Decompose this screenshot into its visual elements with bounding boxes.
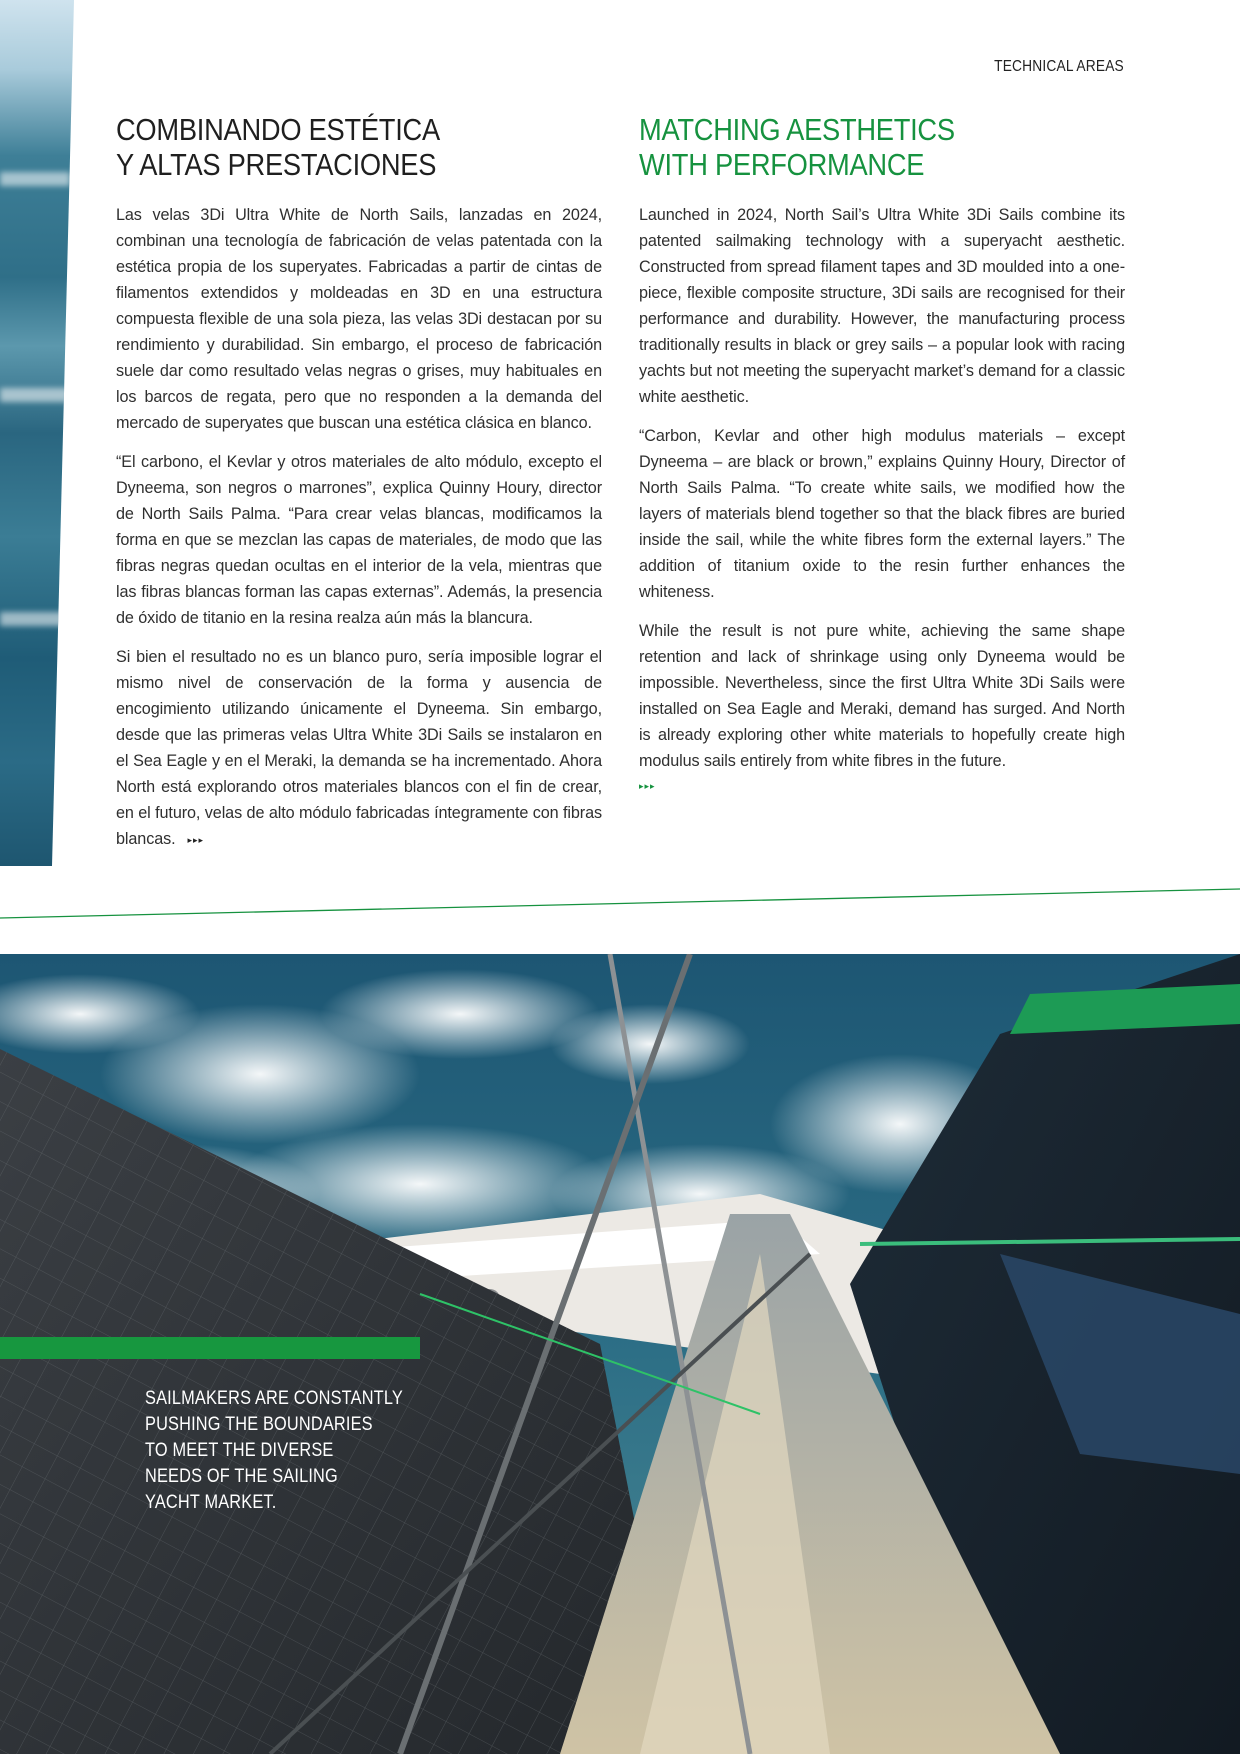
title-line: MATCHING AESTHETICS (639, 112, 955, 147)
paragraph: “El carbono, el Kevlar y otros materiales de alto módulo, excepto el Dyneema, son negros o marrones”, explica Quinny Houry, director de North Sails Palma. “Para crear velas blancas, modificamos la forma en que se mezclan las capas de materiales, de modo que las fibras negras quedan ocultas en el interior de la vela, mientras que las fibras blancas forman las capas externas”. Además, la presencia de óxido de titanio en la resina realza aún más la blancura. (116, 453, 602, 627)
foam-streak (0, 172, 70, 186)
article-title-spanish (116, 112, 602, 182)
quote-line: TO MEET THE DIVERSE (145, 1440, 334, 1461)
paragraph: “Carbon, Kevlar and other high modulus materials – except Dyneema – are black or brown,” explains Quinny Houry, Director of North Sails Palma. “To create white sails, we modified how the layers of materials blend together so that the black fibres are buried inside the sail, while the white fibres form the external layers.” The addition of titanium oxide to the resin further enhances the whiteness. (639, 427, 1125, 601)
foam-streak (0, 612, 70, 626)
article-title-english (639, 112, 1125, 182)
article-column-english (639, 112, 1125, 792)
foam-streak (0, 388, 70, 402)
quote-line: YACHT MARKET. (145, 1492, 277, 1513)
paragraph: While the result is not pure white, achieving the same shape retention and lack of shrinkage using only Dyneema would be impossible. Nevertheless, since the first Ultra White 3Di Sails were installed on Sea Eagle and Meraki, demand has surged. And North is already exploring other white materials to hopefully create high modulus sails entirely from white fibres in the future. (639, 622, 1125, 770)
article-column-spanish (116, 112, 602, 866)
end-arrows-icon: ▸▸▸ (187, 834, 205, 845)
section-header: TECHNICAL AREAS (994, 58, 1124, 75)
paragraph-text: Si bien el resultado no es un blanco puro, sería imposible lograr el mismo nivel de conservación de la forma y ausencia de encogimiento utilizando únicamente el Dyneema. Sin embargo, desde que las primeras velas Ultra White 3Di Sails se instalaron en el Sea Eagle y en el Meraki, la demanda se ha incrementado. Ahora North está explorando otros materiales blancos con el fin de crear, en el futuro, velas de alto módulo fabricadas íntegramente con fibras blancas. (116, 648, 602, 848)
paragraph: Las velas 3Di Ultra White de North Sails, lanzadas en 2024, combinan una tecnología de fabricación de velas patentada con la estética propia de los superyates. Fabricadas a partir de cintas de filamentos extendidos y moldeadas en 3D en una estructura compuesta flexible de una sola pieza, las velas 3Di destacan por su rendimiento y durabilidad. Sin embargo, el proceso de fabricación suele dar como resultado velas negras o grises, muy habituales en los barcos de regata, pero que no responden a la demanda del mercado de superyates que buscan una estética clásica en blanco. (116, 206, 602, 432)
pull-quote (145, 1386, 420, 1516)
paragraph: Launched in 2024, North Sail’s Ultra White 3Di Sails combine its patented sailmaking technology with a superyacht aesthetic. Constructed from spread filament tapes and 3D moulded into a one-piece, flexible composite structure, 3Di sails are recognised for their performance and durability. However, the manufacturing process traditionally results in black or grey sails – a popular look with racing yachts but not meeting the superyacht market’s demand for a classic white aesthetic. (639, 206, 1125, 406)
quote-line: PUSHING THE BOUNDARIES (145, 1414, 373, 1435)
quote-accent-bar (0, 1337, 420, 1359)
sea-image-strip (0, 0, 74, 866)
title-line: COMBINANDO ESTÉTICA (116, 112, 440, 147)
end-arrows-icon: ▸▸▸ (639, 781, 656, 791)
title-line: Y ALTAS PRESTACIONES (116, 147, 437, 182)
quote-line: NEEDS OF THE SAILING (145, 1466, 338, 1487)
quote-line: SAILMAKERS ARE CONSTANTLY (145, 1388, 403, 1409)
paragraph (116, 644, 602, 853)
title-line: WITH PERFORMANCE (639, 147, 925, 182)
